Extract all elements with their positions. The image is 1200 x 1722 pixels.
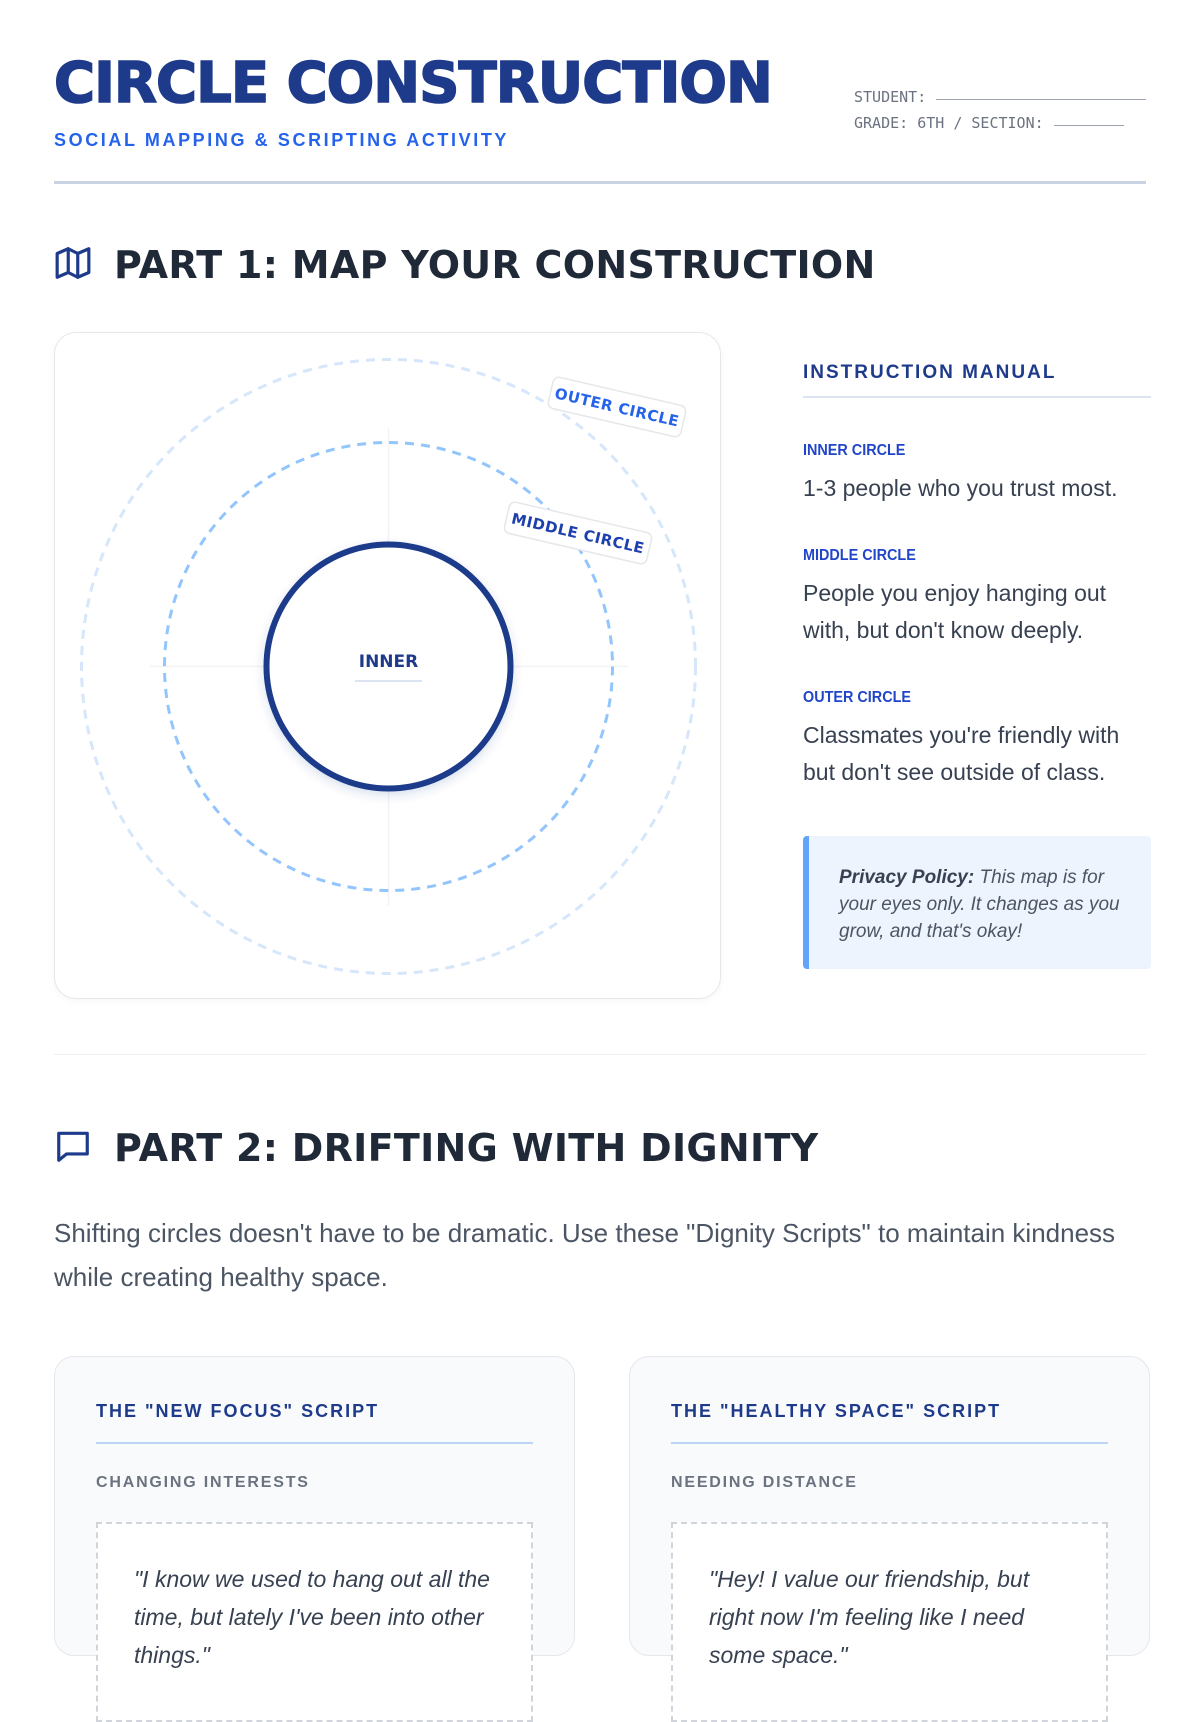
script-subtitle: CHANGING INTERESTS [96, 1474, 310, 1491]
part2-intro: Shifting circles doesn't have to be dramatic. Use these "Dignity Scripts" to maintain kindness while creating healthy space. [54, 1218, 1116, 1292]
manual-item-desc: People you enjoy hanging out with, but don't know deeply. [803, 580, 1107, 643]
map-icon [54, 244, 114, 287]
manual-item-middle [803, 547, 1151, 649]
part2-heading [54, 1126, 818, 1170]
circle-map[interactable] [54, 332, 721, 999]
grade-label: GRADE: 6TH / SECTION: [854, 114, 1044, 132]
page-title: CIRCLE CONSTRUCTION [54, 51, 772, 116]
student-name-row [854, 80, 1146, 106]
manual-item-inner [803, 442, 1151, 507]
privacy-text: This map is for your eyes only. It changes as you grow, and that's okay! [839, 867, 1120, 942]
manual-item-desc: Classmates you're friendly with but don't see outside of class. [803, 722, 1120, 785]
manual-item-label: OUTER CIRCLE [803, 689, 911, 706]
script-subtitle: NEEDING DISTANCE [671, 1474, 858, 1491]
part1-heading [54, 243, 876, 287]
instruction-manual [803, 362, 1151, 791]
middle-circle-tag [503, 501, 652, 565]
worksheet-header [54, 52, 1146, 184]
script-title: THE "NEW FOCUS" SCRIPT [96, 1401, 533, 1444]
student-info [854, 80, 1146, 132]
inner-circle-label: INNER [358, 652, 419, 672]
script-title: THE "HEALTHY SPACE" SCRIPT [671, 1401, 1108, 1444]
section-blank[interactable] [1054, 125, 1124, 126]
script-quote: "I know we used to hang out all the time, but lately I've been into other things." [96, 1522, 533, 1722]
manual-item-label: MIDDLE CIRCLE [803, 547, 916, 564]
middle-circle-label: MIDDLE CIRCLE [509, 509, 647, 558]
grade-section-row [854, 106, 1146, 132]
section-divider [54, 1054, 1146, 1055]
student-label: STUDENT: [854, 88, 927, 106]
outer-circle-tag [547, 376, 687, 438]
student-name-blank[interactable] [936, 99, 1146, 100]
script-card-healthy-space [629, 1356, 1150, 1668]
privacy-label: Privacy Policy: [839, 867, 975, 888]
privacy-note [803, 836, 1151, 969]
manual-title: INSTRUCTION MANUAL [803, 362, 1151, 398]
script-card-new-focus [54, 1356, 575, 1668]
manual-item-label: INNER CIRCLE [803, 442, 906, 459]
part1-title: PART 1: MAP YOUR CONSTRUCTION [114, 243, 876, 287]
script-quote: "Hey! I value our friendship, but right now I'm feeling like I need some space." [671, 1522, 1108, 1722]
manual-item-desc: 1-3 people who you trust most. [803, 475, 1118, 501]
part2-title: PART 2: DRIFTING WITH DIGNITY [114, 1126, 819, 1170]
manual-item-outer [803, 689, 1151, 791]
page-subtitle: SOCIAL MAPPING & SCRIPTING ACTIVITY [54, 130, 510, 150]
chat-bubble-icon [54, 1127, 114, 1170]
outer-circle-label: OUTER CIRCLE [552, 384, 681, 431]
